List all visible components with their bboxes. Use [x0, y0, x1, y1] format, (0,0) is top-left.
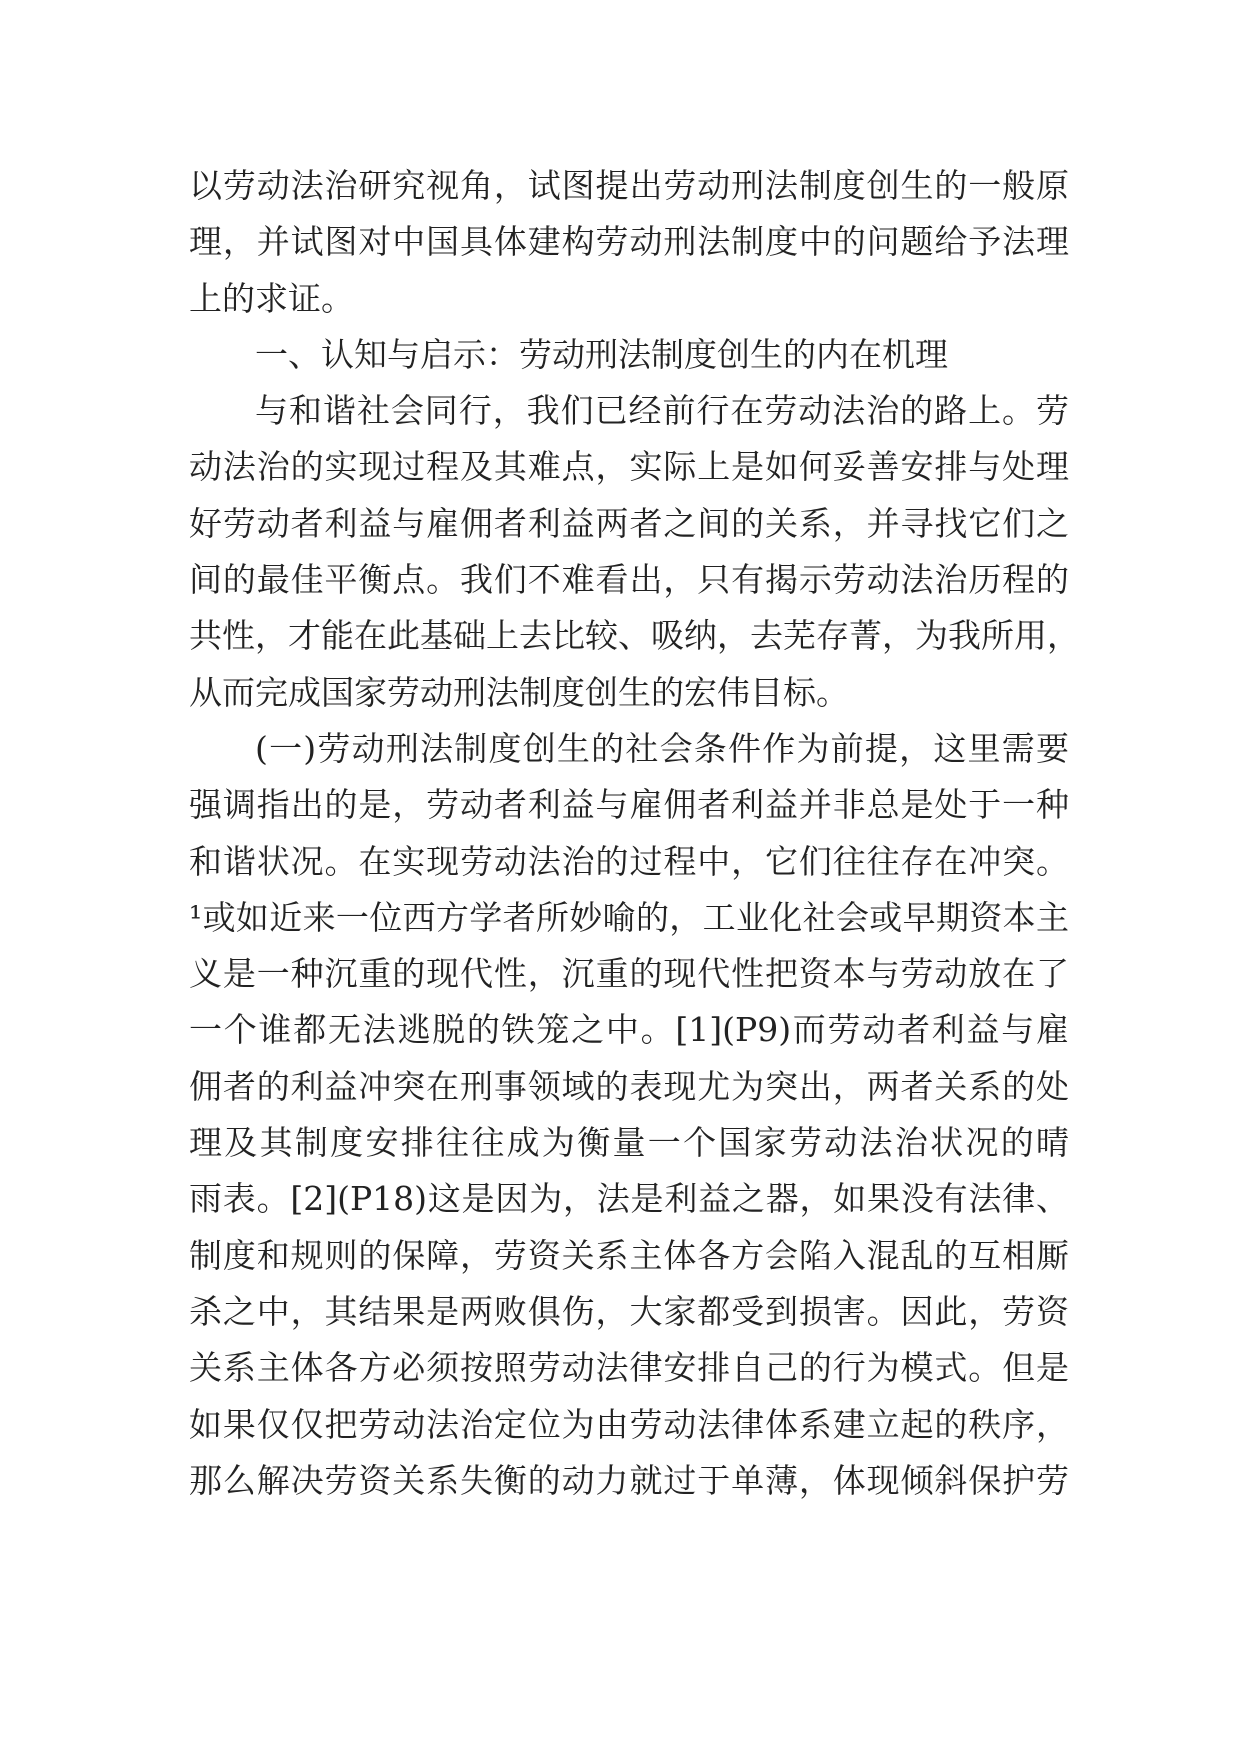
text-line: 共性，才能在此基础上去比较、吸纳，去芜存菁，为我所用，	[189, 616, 1080, 656]
text-line: 与和谐社会同行，我们已经前行在劳动法治的路上。劳	[255, 391, 1069, 431]
text-line: (一)劳动刑法制度创生的社会条件作为前提，这里需要	[255, 728, 1069, 768]
text-line: 一个谁都无法逃脱的铁笼之中。[1](P9)而劳动者利益与雇	[189, 1010, 1069, 1050]
text-line: 以劳动法治研究视角，试图提出劳动刑法制度创生的一般原	[189, 166, 1069, 205]
text-line: ¹或如近来一位西方学者所妙喻的，工业化社会或早期资本主	[189, 897, 1069, 937]
text-line: 义是一种沉重的现代性，沉重的现代性把资本与劳动放在了	[189, 954, 1069, 994]
text-line: 制度和规则的保障，劳资关系主体各方会陷入混乱的互相厮	[189, 1235, 1069, 1275]
text-line: 杀之中，其结果是两败俱伤，大家都受到损害。因此，劳资	[189, 1291, 1069, 1331]
text-line: 和谐状况。在实现劳动法治的过程中，它们往往存在冲突。	[189, 841, 1069, 881]
body-text	[189, 158, 1080, 1509]
text-line: 间的最佳平衡点。我们不难看出，只有揭示劳动法治历程的	[189, 560, 1069, 600]
text-line: 理及其制度安排往往成为衡量一个国家劳动法治状况的晴	[189, 1123, 1069, 1163]
text-line: 关系主体各方必须按照劳动法律安排自己的行为模式。但是	[189, 1348, 1069, 1388]
text-line: 雨表。[2](P18)这是因为，法是利益之器，如果没有法律、	[189, 1179, 1069, 1219]
text-line: 从而完成国家劳动刑法制度创生的宏伟目标。	[189, 672, 849, 712]
text-line: 佣者的利益冲突在刑事领域的表现尤为突出，两者关系的处	[189, 1066, 1069, 1106]
text-line: 如果仅仅把劳动法治定位为由劳动法律体系建立起的秩序，	[189, 1404, 1069, 1444]
text-line: 理，并试图对中国具体建构劳动刑法制度中的问题给予法理	[189, 222, 1069, 262]
text-line: 强调指出的是，劳动者利益与雇佣者利益并非总是处于一种	[189, 785, 1069, 825]
text-line: 上的求证。	[189, 278, 354, 318]
text-line: 一、认知与启示：劳动刑法制度创生的内在机理	[255, 334, 948, 374]
text-line: 动法治的实现过程及其难点，实际上是如何妥善安排与处理	[189, 447, 1069, 487]
text-line: 那么解决劳资关系失衡的动力就过于单薄，体现倾斜保护劳	[189, 1460, 1069, 1500]
text-line: 好劳动者利益与雇佣者利益两者之间的关系，并寻找它们之	[189, 503, 1069, 543]
